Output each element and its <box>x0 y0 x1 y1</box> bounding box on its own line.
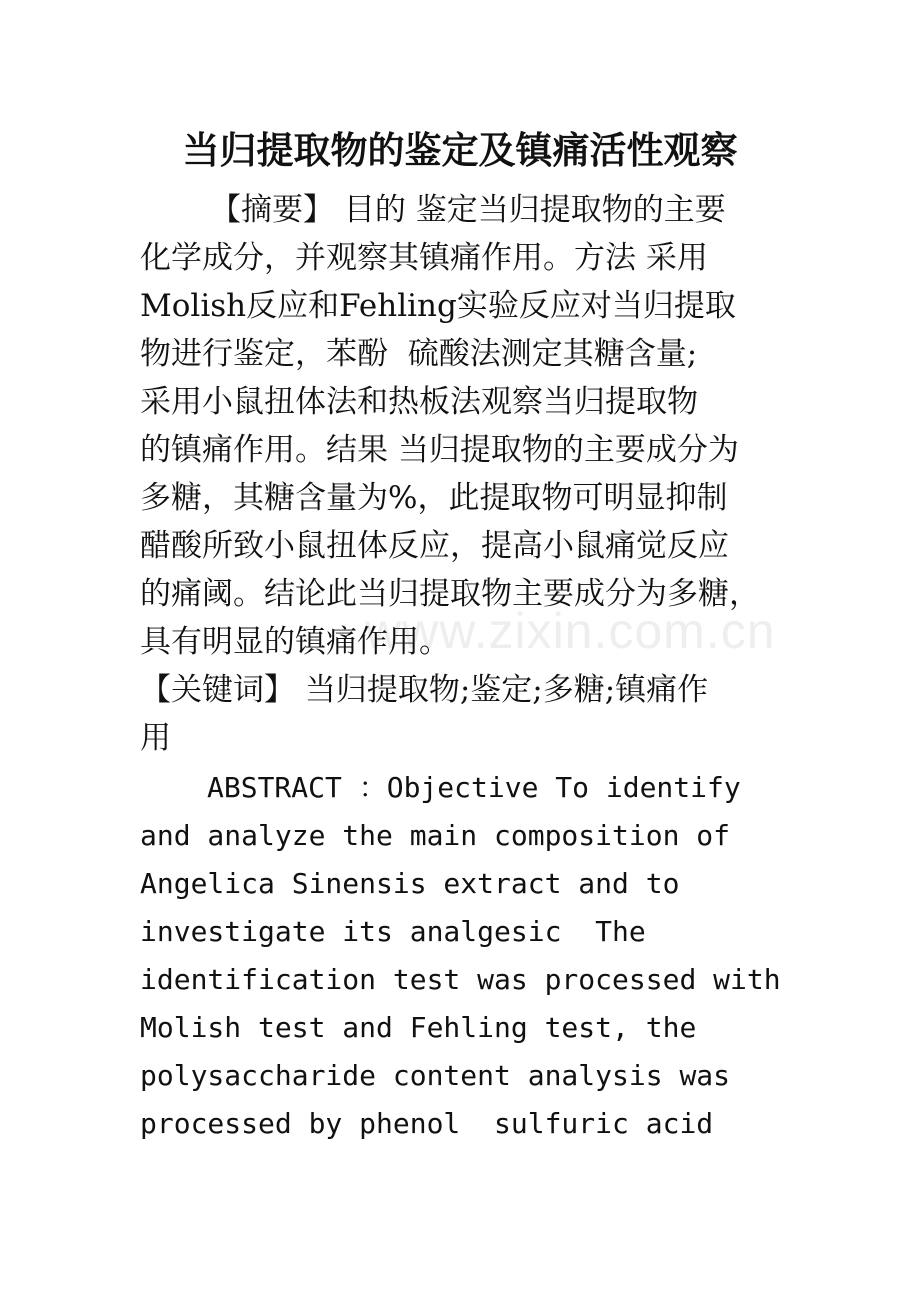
abstract-en-line: Molish test and Fehling test, the <box>140 1011 697 1044</box>
abstract-cn-line: 物进行鉴定，苯酚 硫酸法测定其糖含量; <box>140 336 698 372</box>
watermark: www.zixin.com.cn <box>365 603 776 659</box>
abstract-cn-line: 采用小鼠扭体法和热板法观察当归提取物 <box>140 384 698 420</box>
abstract-en-line: and analyze the main composition of <box>140 819 731 852</box>
abstract-cn-line: 具有明显的镇痛作用。 <box>140 624 450 660</box>
abstract-cn-line: 的镇痛作用。结果 当归提取物的主要成分为 <box>140 432 739 468</box>
keywords-line: 用 <box>140 720 171 756</box>
abstract-cn-line: 多糖，其糖含量为%，此提取物可明显抑制 <box>140 480 728 516</box>
abstract-en-line: processed by phenol sulfuric acid <box>140 1107 714 1140</box>
abstract-cn-line: Molish反应和Fehling实验反应对当归提取 <box>140 288 736 324</box>
keywords-line: 【关键词】 当归提取物;鉴定;多糖;镇痛作 <box>140 672 709 708</box>
abstract-en-line: ABSTRACT ：Objective To identify <box>207 771 741 804</box>
abstract-en-line: investigate its analgesic The <box>140 915 646 948</box>
document-title: 当归提取物的鉴定及镇痛活性观察 <box>182 128 738 172</box>
abstract-cn-line: 的痛阈。结论此当归提取物主要成分为多糖， <box>140 576 760 612</box>
abstract-cn-line: 醋酸所致小鼠扭体反应，提高小鼠痛觉反应 <box>140 528 729 564</box>
abstract-cn-line: 化学成分，并观察其镇痛作用。方法 采用 <box>140 240 708 276</box>
abstract-en-line: identification test was processed with <box>140 963 781 996</box>
abstract-en-line: polysaccharide content analysis was <box>140 1059 731 1092</box>
abstract-cn-line: 【摘要】 目的 鉴定当归提取物的主要 <box>210 192 726 228</box>
abstract-en-line: Angelica Sinensis extract and to <box>140 867 680 900</box>
